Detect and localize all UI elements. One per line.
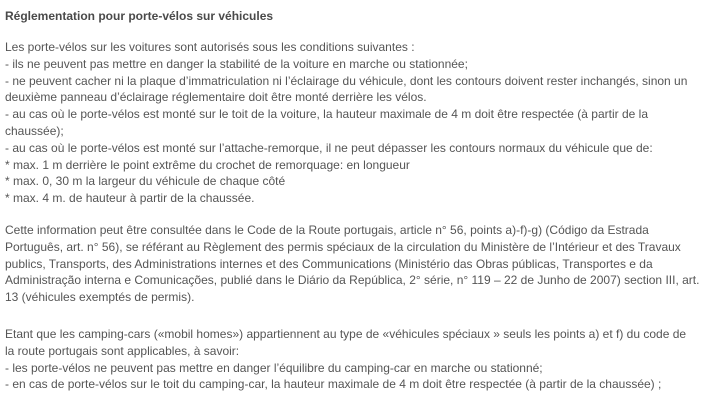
- text-line: la route portugais sont applicables, à savoir:: [5, 343, 240, 358]
- text-line: - au cas où le porte-vélos est monté sur le toit de la voiture, la hauteur maximale de 4 m doit être respectée (à partir de la: [5, 107, 648, 122]
- text-line: * max. 1 m derrière le point extrême du crochet de remorquage: en longueur: [5, 157, 410, 172]
- text-line: - ils ne peuvent pas mettre en danger la stabilité de la voiture en marche ou stationnée;: [5, 56, 468, 71]
- paragraph-legal-reference: [5, 222, 721, 306]
- text-line: - au cas où le porte-vélos est monté sur l’attache-remorque, il ne peut dépasser les contours normaux du véhicule que de:: [5, 140, 653, 155]
- text-line: - en cas de porte-vélos sur le toit du camping-car, la hauteur maximale de 4 m doit être respectée (à partir de la chaussée) ;: [5, 377, 662, 392]
- text-line: - ne peuvent cacher ni la plaque d’immatriculation ni l’éclairage du véhicule, dont les contours doivent rester inchangés, sinon un: [5, 73, 688, 88]
- text-line: Administração interna e Comunicações, publié dans le Diário da República, 2° série, n° 119 – 22 de Junho de 2007) section III, art.: [5, 273, 700, 288]
- text-line: Português, art. n° 56), se référant au Règlement des permis spéciaux de la circulation du Ministère de l’Intérieur et des Travaux: [5, 239, 681, 254]
- text-line: * max. 0, 30 m la largeur du véhicule de chaque côté: [5, 174, 286, 189]
- text-line: * max. 4 m. de hauteur à partir de la chaussée.: [5, 191, 255, 206]
- paragraph-camping-cars: [5, 326, 721, 393]
- document: [5, 8, 721, 408]
- text-line: Cette information peut être consultée dans le Code de la Route portugais, article n° 56, points a)-f)-g) (Código da Estrada: [5, 222, 649, 237]
- text-line: deuxième panneau d’éclairage réglementaire doit être monté derrière les vélos.: [5, 90, 427, 105]
- text-line: Etant que les camping-cars («mobil homes») appartiennent au type de «véhicules spéciaux » seuls les points a) et f) du code de: [5, 326, 687, 341]
- text-line: Les porte-vélos sur les voitures sont autorisés sous les conditions suivantes :: [5, 40, 415, 54]
- paragraph-conditions: [5, 39, 721, 207]
- text-line: publics, Transports, des Administrations internes et des Communications (Ministério das Obras públicas, Transportes e da: [5, 256, 653, 271]
- text-line: chaussée);: [5, 123, 64, 138]
- document-title: Réglementation pour porte-vélos sur véhicules: [5, 9, 274, 23]
- text-line: 13 (véhicules exemptés de permis).: [5, 290, 195, 305]
- text-line: - les porte-vélos ne peuvent pas mettre en danger l’équilibre du camping-car en marche ou stationné;: [5, 360, 543, 375]
